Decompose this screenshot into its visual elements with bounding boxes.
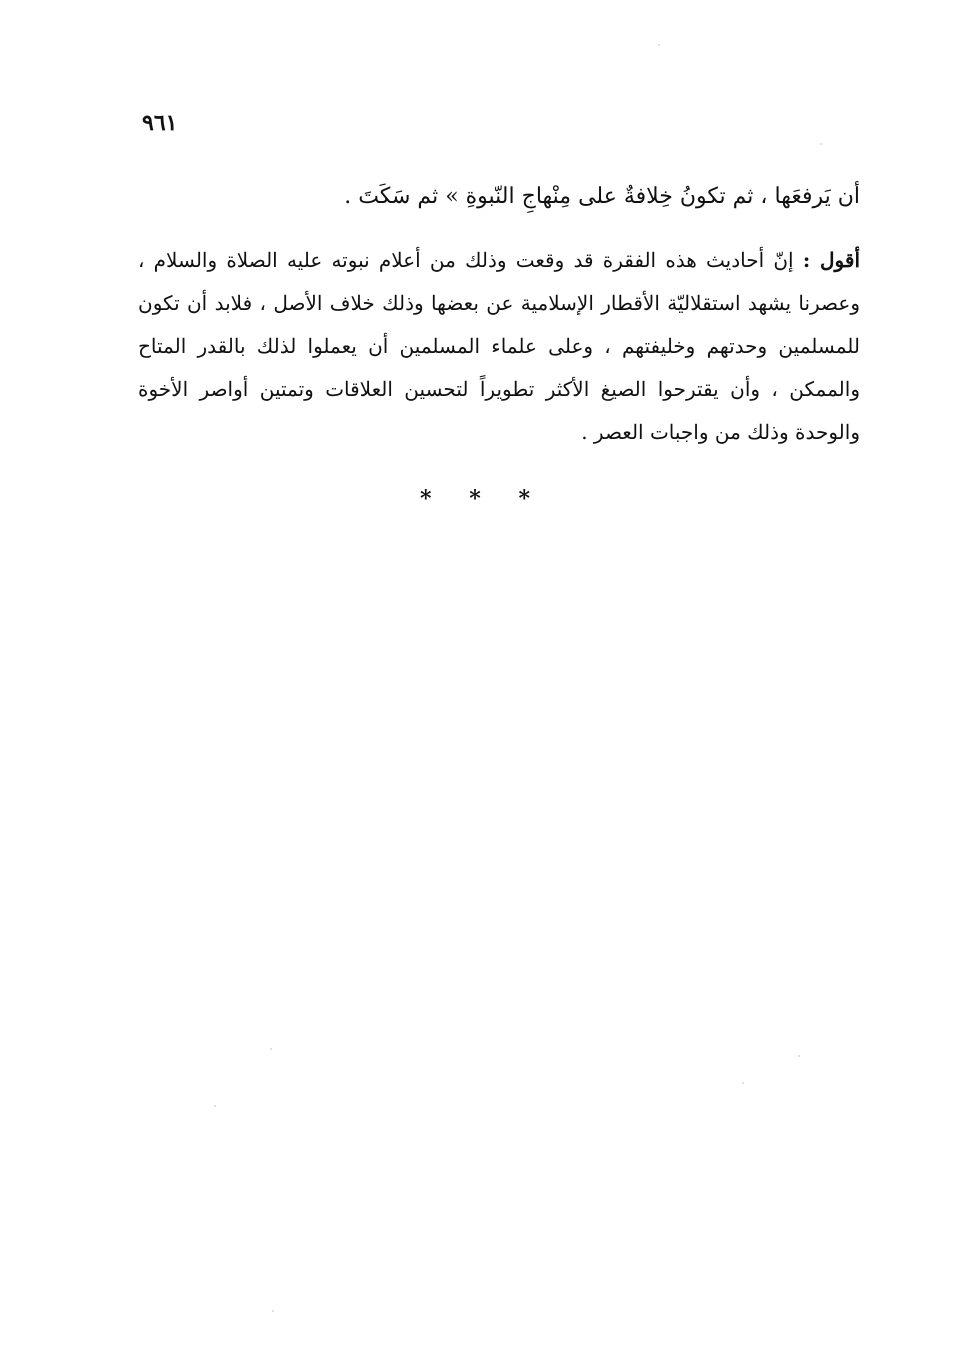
scan-speck (270, 1048, 272, 1050)
hadith-quote-line: أن يَرفعَها ، ثم تكونُ خِلافةٌ على مِنْهاجِ النّبوةِ » ثم سَكَتَ . (344, 184, 860, 209)
paragraph-body-text: إنّ أحاديث هذه الفقرة قد وقعت وذلك من أعلام نبوته عليه الصلاة والسلام ، وعصرنا يشهد استقلاليّة الأقطار الإسلامية عن بعضها وذلك خلاف الأصل ، فلابد أن تكون للمسلمين وحدتهم وخليفتهم ، وعلى علماء المسلمين أن يعملوا لذلك بالقدر المتاح والممكن ، وأن يقترحوا الصيغ الأكثر تطويراً لتحسين العلاقات وتمتين أواصر الأخوة والوحدة وذلك من واجبات العصر . (138, 248, 860, 444)
section-separator (420, 488, 530, 510)
commentary-paragraph (138, 239, 860, 454)
scan-speck (742, 1082, 744, 1084)
separator-asterisk: * (469, 486, 481, 512)
paragraph-lead-word: أقول : (802, 248, 861, 272)
scan-speck (820, 143, 822, 145)
scan-speck (272, 1310, 274, 1312)
scan-speck (658, 44, 660, 46)
page-number: ٩٦١ (142, 110, 178, 136)
scan-speck (798, 1055, 800, 1057)
separator-asterisk: * (420, 486, 432, 512)
scan-speck (214, 1105, 216, 1107)
separator-asterisk: * (518, 486, 530, 512)
